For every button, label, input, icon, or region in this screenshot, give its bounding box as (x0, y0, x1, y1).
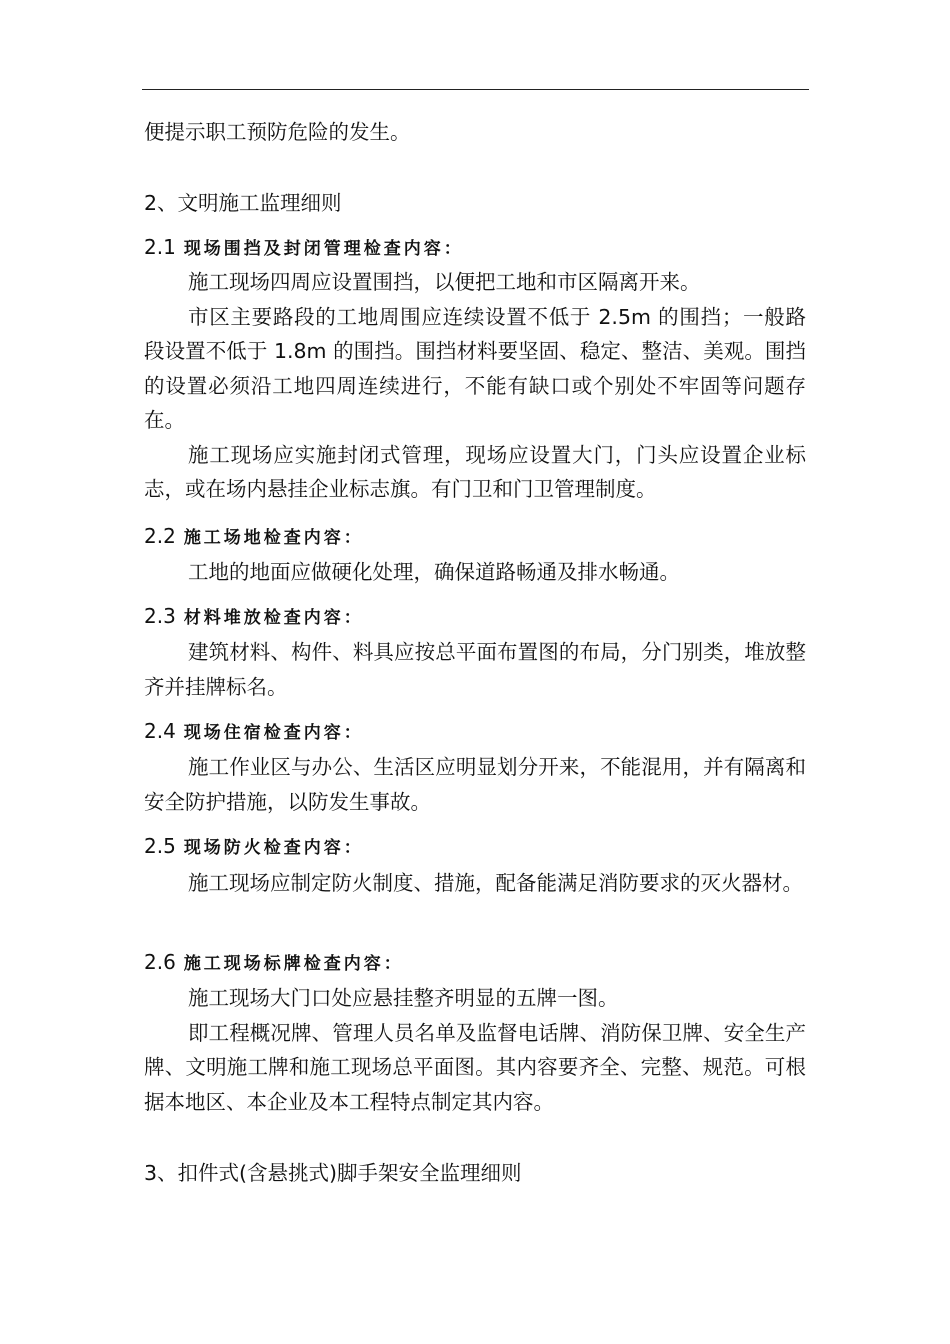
subsection-2-5-heading (144, 832, 364, 862)
subsection-title: 现场防火检查内容： (183, 838, 364, 858)
subsection-2-1-body (144, 265, 806, 507)
subsection-2-4-heading (144, 717, 364, 747)
subsection-number: 2.3 (144, 604, 176, 628)
section-3-heading (144, 1156, 806, 1190)
subsection-2-2-heading (144, 522, 364, 552)
paragraph: 便提示职工预防危险的发生。 (144, 120, 411, 144)
header-rule (142, 89, 809, 90)
subsection-number: 2.2 (144, 524, 176, 548)
section-title: 3、扣件式(含悬挑式)脚手架安全监理细则 (144, 1161, 522, 1185)
subsection-title: 现场围挡及封闭管理检查内容： (183, 239, 464, 259)
subsection-2-5-body (144, 866, 806, 901)
paragraph: 建筑材料、构件、料具应按总平面布置图的布局，分门别类，堆放整齐并挂牌标名。 (144, 640, 806, 699)
subsection-number: 2.4 (144, 719, 176, 743)
section-2-heading (144, 186, 806, 220)
continued-paragraph (144, 115, 806, 150)
paragraph: 市区主要路段的工地周围应连续设置不低于 2.5m 的围挡；一般路段设置不低于 1.8m 的围挡。围挡材料要坚固、稳定、整洁、美观。围挡的设置必须沿工地四周连续进行，不能有缺口或个别处不牢固等问题存在。 (144, 304, 806, 432)
subsection-title: 材料堆放检查内容： (183, 608, 364, 628)
paragraph: 施工作业区与办公、生活区应明显划分开来，不能混用，并有隔离和安全防护措施，以防发生事故。 (144, 755, 806, 814)
subsection-title: 施工现场标牌检查内容： (183, 954, 404, 974)
paragraph: 工地的地面应做硬化处理，确保道路畅通及排水畅通。 (188, 560, 680, 584)
subsection-title: 施工场地检查内容： (183, 528, 364, 548)
paragraph: 施工现场应制定防火制度、措施，配备能满足消防要求的灭火器材。 (188, 871, 803, 895)
subsection-2-6-body (144, 981, 806, 1119)
subsection-2-3-body (144, 635, 806, 704)
subsection-2-6-heading (144, 948, 404, 978)
subsection-2-4-body (144, 750, 806, 819)
paragraph: 即工程概况牌、管理人员名单及监督电话牌、消防保卫牌、安全生产牌、文明施工牌和施工现场总平面图。其内容要齐全、完整、规范。可根据本地区、本企业及本工程特点制定其内容。 (144, 1020, 806, 1114)
subsection-number: 2.6 (144, 950, 176, 974)
subsection-2-3-heading (144, 602, 364, 632)
paragraph: 施工现场大门口处应悬挂整齐明显的五牌一图。 (188, 986, 619, 1010)
subsection-2-1-heading (144, 233, 464, 263)
subsection-number: 2.1 (144, 235, 176, 259)
paragraph: 施工现场应实施封闭式管理，现场应设置大门，门头应设置企业标志，或在场内悬挂企业标志旗。有门卫和门卫管理制度。 (144, 442, 806, 501)
subsection-number: 2.5 (144, 834, 176, 858)
section-title: 2、文明施工监理细则 (144, 191, 342, 215)
subsection-2-2-body (144, 555, 806, 590)
paragraph: 施工现场四周应设置围挡，以便把工地和市区隔离开来。 (188, 270, 701, 294)
subsection-title: 现场住宿检查内容： (183, 723, 364, 743)
